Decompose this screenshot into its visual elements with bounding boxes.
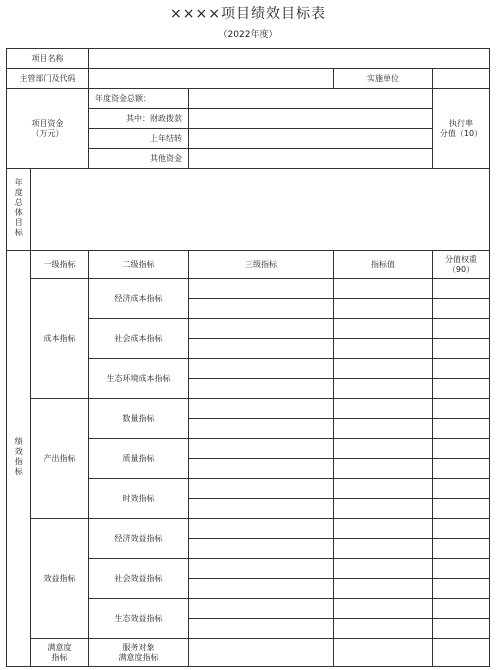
weight-input[interactable] bbox=[433, 499, 490, 519]
indicator-value-input[interactable] bbox=[334, 599, 433, 619]
level2-indicator: 经济效益指标 bbox=[89, 519, 189, 559]
indicator-value-input[interactable] bbox=[334, 339, 433, 359]
indicator-value-input[interactable] bbox=[334, 299, 433, 319]
level2-indicator: 社会效益指标 bbox=[89, 559, 189, 599]
project-name-value[interactable] bbox=[89, 49, 490, 69]
indicator-value-input[interactable] bbox=[334, 619, 433, 639]
level3-indicator-input[interactable] bbox=[189, 399, 334, 419]
indicator-value-input[interactable] bbox=[334, 559, 433, 579]
impl-unit-value[interactable] bbox=[433, 69, 490, 89]
annual-total-value[interactable] bbox=[189, 89, 433, 109]
indicator-value-input[interactable] bbox=[334, 459, 433, 479]
year-label: （2022年度） bbox=[218, 30, 278, 40]
weight-input[interactable] bbox=[433, 519, 490, 539]
col-value-header: 指标值 bbox=[334, 251, 433, 279]
fiscal-value[interactable] bbox=[189, 109, 433, 129]
exec-rate-score: 分值（10） bbox=[439, 128, 483, 138]
dept-value[interactable] bbox=[89, 69, 334, 89]
indicator-row bbox=[7, 279, 490, 299]
indicator-value-input[interactable] bbox=[334, 539, 433, 559]
indicator-value-input[interactable] bbox=[334, 359, 433, 379]
indicator-row bbox=[7, 399, 490, 419]
fiscal-label: 其中：财政拨款 bbox=[89, 109, 189, 129]
satisfaction-level1-line1: 满意度 bbox=[47, 642, 72, 652]
perf-indicators-label-text: 绩效指标 bbox=[14, 437, 24, 478]
level3-indicator-input[interactable] bbox=[189, 539, 334, 559]
indicator-value-input[interactable] bbox=[334, 499, 433, 519]
weight-input[interactable] bbox=[433, 339, 490, 359]
col-weight-line2: （90） bbox=[447, 264, 475, 274]
satisfaction-level2 bbox=[89, 639, 189, 667]
level2-indicator: 质量指标 bbox=[89, 439, 189, 479]
level3-indicator-input[interactable] bbox=[189, 599, 334, 619]
level3-indicator-input[interactable] bbox=[189, 639, 334, 667]
satisfaction-level2-line1: 服务对象 bbox=[122, 642, 155, 652]
level3-indicator-input[interactable] bbox=[189, 619, 334, 639]
level2-indicator: 时效指标 bbox=[89, 479, 189, 519]
indicator-value-input[interactable] bbox=[334, 419, 433, 439]
annual-goal-value[interactable] bbox=[31, 169, 490, 251]
level3-indicator-input[interactable] bbox=[189, 579, 334, 599]
col-level2-header: 二级指标 bbox=[89, 251, 189, 279]
level3-indicator-input[interactable] bbox=[189, 479, 334, 499]
level2-indicator: 社会成本指标 bbox=[89, 319, 189, 359]
weight-input[interactable] bbox=[433, 299, 490, 319]
level3-indicator-input[interactable] bbox=[189, 419, 334, 439]
level2-indicator: 生态效益指标 bbox=[89, 599, 189, 639]
annual-goal-label bbox=[7, 169, 31, 251]
indicator-value-input[interactable] bbox=[334, 439, 433, 459]
perf-indicators-label bbox=[7, 251, 31, 667]
performance-table bbox=[6, 48, 490, 667]
level2-indicator: 数量指标 bbox=[89, 399, 189, 439]
level3-indicator-input[interactable] bbox=[189, 379, 334, 399]
page-title: ××××项目绩效目标表 bbox=[170, 6, 326, 22]
weight-input[interactable] bbox=[433, 539, 490, 559]
indicator-value-input[interactable] bbox=[334, 319, 433, 339]
annual-total-label: 年度资金总额： bbox=[89, 89, 189, 109]
indicator-value-input[interactable] bbox=[334, 399, 433, 419]
carryover-label: 上年结转 bbox=[89, 129, 189, 149]
level3-indicator-input[interactable] bbox=[189, 279, 334, 299]
weight-input[interactable] bbox=[433, 639, 490, 667]
other-funds-label: 其他资金 bbox=[89, 149, 189, 169]
weight-input[interactable] bbox=[433, 559, 490, 579]
col-weight-header bbox=[433, 251, 490, 279]
weight-input[interactable] bbox=[433, 399, 490, 419]
indicator-value-input[interactable] bbox=[334, 579, 433, 599]
weight-input[interactable] bbox=[433, 279, 490, 299]
carryover-value[interactable] bbox=[189, 129, 433, 149]
dept-label: 主管部门及代码 bbox=[7, 69, 89, 89]
satisfaction-row bbox=[7, 639, 490, 667]
other-funds-value[interactable] bbox=[189, 149, 433, 169]
weight-input[interactable] bbox=[433, 579, 490, 599]
indicator-row bbox=[7, 519, 490, 539]
funds-label-line2: （万元） bbox=[31, 128, 64, 138]
indicator-value-input[interactable] bbox=[334, 479, 433, 499]
level2-indicator: 生态环境成本指标 bbox=[89, 359, 189, 399]
col-level3-header: 三级指标 bbox=[189, 251, 334, 279]
weight-input[interactable] bbox=[433, 319, 490, 339]
level3-indicator-input[interactable] bbox=[189, 299, 334, 319]
col-weight-line1: 分值权重 bbox=[445, 254, 477, 264]
satisfaction-level1-line2: 指标 bbox=[51, 652, 68, 662]
level3-indicator-input[interactable] bbox=[189, 319, 334, 339]
weight-input[interactable] bbox=[433, 359, 490, 379]
level3-indicator-input[interactable] bbox=[189, 359, 334, 379]
weight-input[interactable] bbox=[433, 599, 490, 619]
level3-indicator-input[interactable] bbox=[189, 499, 334, 519]
col-level1-header: 一级指标 bbox=[31, 251, 89, 279]
weight-input[interactable] bbox=[433, 379, 490, 399]
level2-indicator: 经济成本指标 bbox=[89, 279, 189, 319]
exec-rate-cell bbox=[433, 89, 490, 169]
satisfaction-level2-line2: 满意度指标 bbox=[118, 652, 159, 662]
level3-indicator-input[interactable] bbox=[189, 439, 334, 459]
funds-label bbox=[7, 89, 89, 169]
level3-indicator-input[interactable] bbox=[189, 559, 334, 579]
level1-indicator: 效益指标 bbox=[31, 519, 89, 639]
level3-indicator-input[interactable] bbox=[189, 339, 334, 359]
level3-indicator-input[interactable] bbox=[189, 519, 334, 539]
weight-input[interactable] bbox=[433, 439, 490, 459]
indicator-value-input[interactable] bbox=[334, 379, 433, 399]
annual-goal-label-text: 年度总体目标 bbox=[14, 178, 24, 239]
impl-unit-label: 实施单位 bbox=[334, 69, 433, 89]
level1-indicator: 成本指标 bbox=[31, 279, 89, 399]
indicator-value-input[interactable] bbox=[334, 519, 433, 539]
level3-indicator-input[interactable] bbox=[189, 459, 334, 479]
exec-rate-label: 执行率 bbox=[449, 118, 473, 128]
funds-label-line1: 项目资金 bbox=[31, 118, 64, 128]
level1-indicator: 产出指标 bbox=[31, 399, 89, 519]
weight-input[interactable] bbox=[433, 479, 490, 499]
weight-input[interactable] bbox=[433, 619, 490, 639]
indicator-value-input[interactable] bbox=[334, 639, 433, 667]
indicator-value-input[interactable] bbox=[334, 279, 433, 299]
project-name-label: 项目名称 bbox=[7, 49, 89, 69]
weight-input[interactable] bbox=[433, 419, 490, 439]
weight-input[interactable] bbox=[433, 459, 490, 479]
satisfaction-level1 bbox=[31, 639, 89, 667]
